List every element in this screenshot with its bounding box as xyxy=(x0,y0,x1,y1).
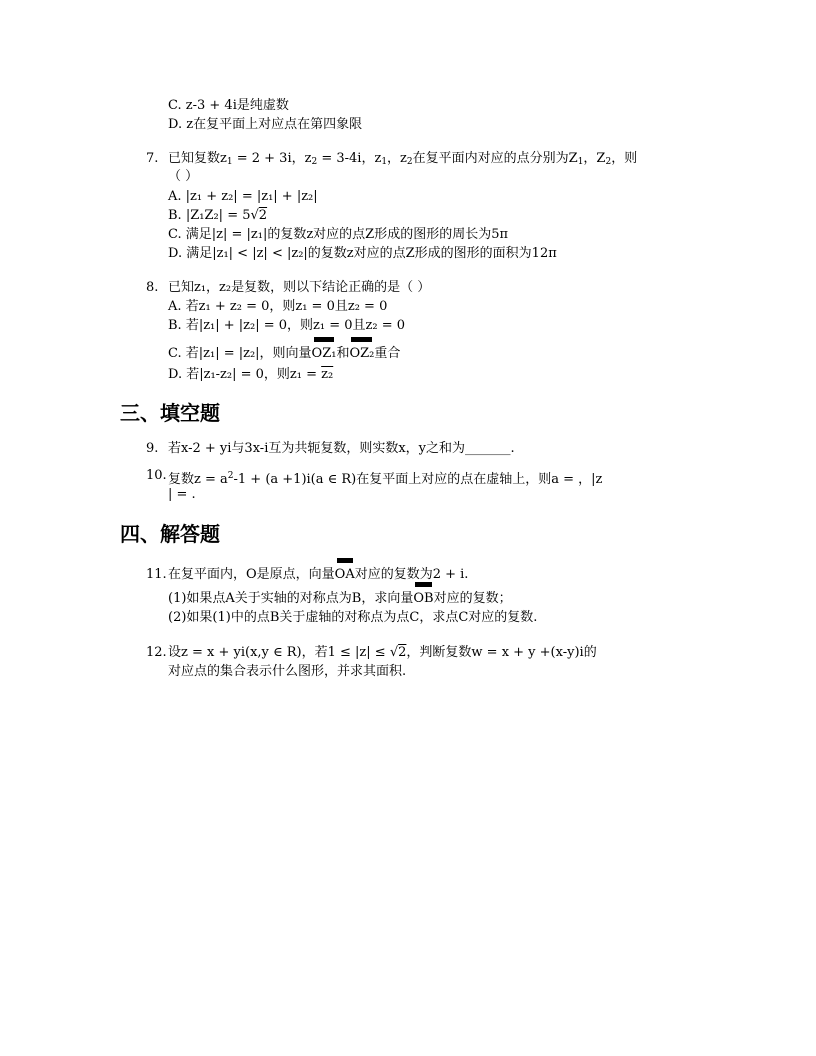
q12-line2: 对应点的集合表示什么图形，并求其面积. xyxy=(168,664,407,679)
sqrt-symbol: √ xyxy=(250,208,259,223)
section-fill-in-title: 三、填空题 xyxy=(120,401,220,425)
q12-line1: 设z = x + yi(x,y ∈ R)，若1 ≤ |z| ≤ √2，判断复数w = x + y +(x-y)i的 xyxy=(168,645,597,660)
vector-oz1: OZ₁ xyxy=(311,346,337,361)
vector-oa: OA xyxy=(334,567,355,582)
q8-option-a: A. 若z₁ + z₂ = 0，则z₁ = 0且z₂ = 0 xyxy=(168,299,388,314)
q6-option-d: D. z在复平面上对应点在第四象限 xyxy=(168,117,363,132)
conjugate-z2: z₂ xyxy=(321,367,334,382)
q7-number: 7. xyxy=(146,151,159,166)
q11-number: 11. xyxy=(146,567,167,582)
sqrt-symbol: √ xyxy=(389,645,399,660)
q11-part1: (1)如果点A关于实轴的对称点为B，求向量OB对应的复数； xyxy=(168,591,512,606)
q10-number: 10. xyxy=(146,468,167,483)
q11-part2: (2)如果(1)中的点B关于虚轴的对称点为点C，求点C对应的复数. xyxy=(168,610,538,625)
q7-option-c: C. 满足|z| = |z₁|的复数z对应的点Z形成的图形的周长为5π xyxy=(168,227,509,242)
q7-option-d: D. 满足|z₁| < |z| < |z₂|的复数z对应的点Z形成的图形的面积为12π xyxy=(168,246,557,261)
section-solution-title: 四、解答题 xyxy=(120,522,220,546)
q6-option-c: C. z-3 + 4i是纯虚数 xyxy=(168,98,289,113)
q9-text: 若x-2 + yi与3x-i互为共轭复数，则实数x，y之和为_______. xyxy=(168,441,515,456)
q7-stem: 已知复数$z_1 = 2 + 3i$，$z_2 = 3-4i$，$z_1$，$z_2$在复平面内对应的点分别为$Z_1$，$Z_2$，则 xyxy=(168,151,638,167)
q9-number: 9. xyxy=(146,441,159,456)
q7-option-b: B. |Z₁Z₂| = 5√2 xyxy=(168,208,268,223)
q8-option-b: B. 若|z₁| + |z₂| = 0，则z₁ = 0且z₂ = 0 xyxy=(168,318,406,333)
vector-ob: OB xyxy=(413,591,434,606)
q7-option-a: A. |z₁ + z₂| = |z₁| + |z₂| xyxy=(168,189,318,204)
q11-stem: 在复平面内，O是原点，向量OA对应的复数为2 + i. xyxy=(168,567,469,582)
q10-line2: | = . xyxy=(168,487,196,502)
q7-answer-paren: （ ） xyxy=(168,169,199,184)
vector-oz2: OZ₂ xyxy=(349,346,375,361)
q10-line1: 复数$z = a^2-1 + (a +1)i(a$ ∈ R)在复平面上对应的点在虚轴上，则a = ，|z xyxy=(168,471,603,487)
q8-option-c: C. 若|z₁| = |z₂|，则向量OZ₁和OZ₂重合 xyxy=(168,346,401,361)
q8-stem: 已知z₁，z₂是复数，则以下结论正确的是（ ） xyxy=(168,280,431,295)
q8-number: 8. xyxy=(146,280,159,295)
q8-option-d: D. 若|z₁-z₂| = 0，则z₁ = z₂ xyxy=(168,367,334,382)
q12-number: 12. xyxy=(146,645,167,660)
